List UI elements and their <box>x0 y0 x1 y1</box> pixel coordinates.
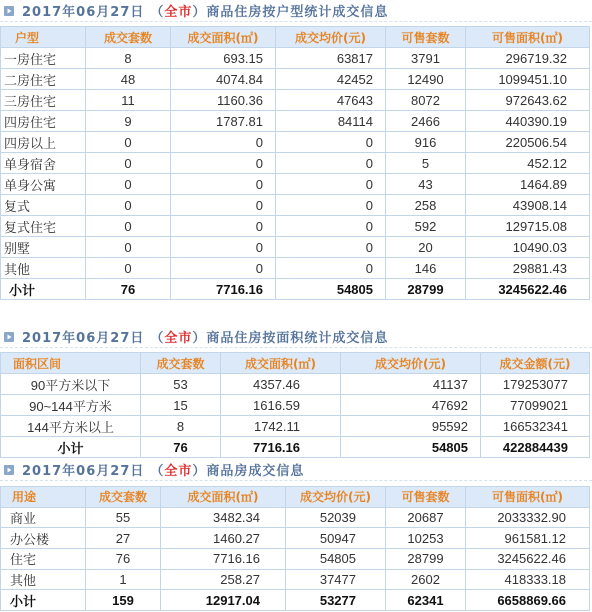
column-header: 成交均价(元) <box>341 353 481 374</box>
subtotal-cell: 76 <box>141 437 221 458</box>
row-label: 单身公寓 <box>1 174 86 195</box>
column-header: 可售面积(㎡) <box>466 487 590 508</box>
table-cell: 95592 <box>341 416 481 437</box>
title-bullet-icon <box>4 332 14 342</box>
area-range-section <box>0 326 592 458</box>
table-cell: 452.12 <box>466 153 590 174</box>
column-header: 可售套数 <box>386 27 466 48</box>
table-cell: 1787.81 <box>171 111 276 132</box>
report-date: 2017年06月27日 <box>22 331 145 346</box>
column-header: 可售面积(㎡) <box>466 27 590 48</box>
column-header: 可售套数 <box>386 487 466 508</box>
subtotal-cell: 28799 <box>386 279 466 300</box>
table-cell: 47643 <box>276 90 386 111</box>
subtotal-label: 小计 <box>1 590 86 611</box>
section-title <box>0 0 592 22</box>
column-header: 面积区间 <box>1 353 141 374</box>
table-cell: 43 <box>386 174 466 195</box>
table-cell: 592 <box>386 216 466 237</box>
title-subject: 商品房成交信息 <box>206 464 305 479</box>
table-cell: 0 <box>276 195 386 216</box>
title-bullet-icon <box>4 6 14 16</box>
subtotal-cell: 6658869.66 <box>466 590 590 611</box>
section-title <box>0 459 592 481</box>
table-cell: 0 <box>171 216 276 237</box>
table-cell: 1742.11 <box>221 416 341 437</box>
table-cell: 10253 <box>386 528 466 549</box>
subtotal-cell: 76 <box>86 279 171 300</box>
column-header: 成交均价(元) <box>276 27 386 48</box>
row-label: 别墅 <box>1 237 86 258</box>
table-cell: 8 <box>141 416 221 437</box>
table-cell: 77099021 <box>481 395 590 416</box>
table-cell: 50947 <box>286 528 386 549</box>
table-cell: 76 <box>86 549 161 570</box>
table-cell: 47692 <box>341 395 481 416</box>
table-cell: 3482.34 <box>161 508 286 529</box>
table-cell: 7716.16 <box>161 549 286 570</box>
table-cell: 972643.62 <box>466 90 590 111</box>
table-cell: 0 <box>171 132 276 153</box>
table-cell: 146 <box>386 258 466 279</box>
title-bullet-icon <box>4 465 14 475</box>
row-label: 二房住宅 <box>1 69 86 90</box>
table-cell: 55 <box>86 508 161 529</box>
table-cell: 0 <box>276 132 386 153</box>
table-cell: 296719.32 <box>466 48 590 69</box>
row-label: 商业 <box>1 508 86 529</box>
row-label: 复式 <box>1 195 86 216</box>
row-label: 其他 <box>1 570 86 591</box>
row-label: 办公楼 <box>1 528 86 549</box>
table-cell: 1460.27 <box>161 528 286 549</box>
column-header: 成交套数 <box>86 487 161 508</box>
table-cell: 440390.19 <box>466 111 590 132</box>
row-label: 四房住宅 <box>1 111 86 132</box>
table-cell: 0 <box>86 153 171 174</box>
table-cell: 1 <box>86 570 161 591</box>
subtotal-cell: 3245622.46 <box>466 279 590 300</box>
table-cell: 42452 <box>276 69 386 90</box>
scope-close-paren: ） <box>192 331 207 346</box>
table-cell: 63817 <box>276 48 386 69</box>
table-cell: 2602 <box>386 570 466 591</box>
subtotal-label: 小计 <box>1 279 86 300</box>
section-title <box>0 326 592 348</box>
table-cell: 179253077 <box>481 374 590 395</box>
scope-label: 全市 <box>164 331 193 346</box>
subtotal-cell: 53277 <box>286 590 386 611</box>
column-header: 成交金额(元) <box>481 353 590 374</box>
table-cell: 4357.46 <box>221 374 341 395</box>
row-label: 四房以上 <box>1 132 86 153</box>
table-cell: 0 <box>276 216 386 237</box>
table-cell: 3245622.46 <box>466 549 590 570</box>
table-cell: 2033332.90 <box>466 508 590 529</box>
table-cell: 28799 <box>386 549 466 570</box>
table-cell: 0 <box>171 153 276 174</box>
subtotal-cell: 7716.16 <box>221 437 341 458</box>
table-cell: 1099451.10 <box>466 69 590 90</box>
subtotal-cell: 159 <box>86 590 161 611</box>
table-cell: 0 <box>171 237 276 258</box>
table-cell: 220506.54 <box>466 132 590 153</box>
table-cell: 0 <box>276 174 386 195</box>
table-cell: 4074.84 <box>171 69 276 90</box>
scope-open-paren: （ <box>150 464 165 479</box>
table-cell: 8 <box>86 48 171 69</box>
table-cell: 84114 <box>276 111 386 132</box>
table-cell: 0 <box>86 216 171 237</box>
column-header: 成交面积(㎡) <box>221 353 341 374</box>
table-cell: 8072 <box>386 90 466 111</box>
table-cell: 418333.18 <box>466 570 590 591</box>
report-date: 2017年06月27日 <box>22 5 145 20</box>
table-cell: 11 <box>86 90 171 111</box>
row-label: 144平方米以上 <box>1 416 141 437</box>
column-header: 成交均价(元) <box>286 487 386 508</box>
table-cell: 0 <box>86 258 171 279</box>
row-label: 90平方米以下 <box>1 374 141 395</box>
table-cell: 693.15 <box>171 48 276 69</box>
column-header: 成交套数 <box>86 27 171 48</box>
table-cell: 0 <box>171 258 276 279</box>
table-cell: 0 <box>276 153 386 174</box>
table-cell: 0 <box>276 258 386 279</box>
table-cell: 5 <box>386 153 466 174</box>
report-date: 2017年06月27日 <box>22 464 145 479</box>
table-cell: 129715.08 <box>466 216 590 237</box>
table-cell: 20687 <box>386 508 466 529</box>
table-cell: 2466 <box>386 111 466 132</box>
subtotal-cell: 62341 <box>386 590 466 611</box>
table-cell: 10490.03 <box>466 237 590 258</box>
table-cell: 43908.14 <box>466 195 590 216</box>
property-use-section <box>0 459 592 611</box>
table-cell: 37477 <box>286 570 386 591</box>
column-header: 成交套数 <box>141 353 221 374</box>
table-cell: 53 <box>141 374 221 395</box>
scope-close-paren: ） <box>192 464 207 479</box>
subtotal-cell: 12917.04 <box>161 590 286 611</box>
scope-close-paren: ） <box>192 5 207 20</box>
row-label: 90~144平方米 <box>1 395 141 416</box>
table-cell: 41137 <box>341 374 481 395</box>
title-subject: 商品住房按户型统计成交信息 <box>206 5 389 20</box>
scope-open-paren: （ <box>150 331 165 346</box>
table-cell: 20 <box>386 237 466 258</box>
table-cell: 0 <box>86 174 171 195</box>
row-label: 三房住宅 <box>1 90 86 111</box>
row-label: 其他 <box>1 258 86 279</box>
scope-open-paren: （ <box>150 5 165 20</box>
table-cell: 52039 <box>286 508 386 529</box>
table-cell: 48 <box>86 69 171 90</box>
table-cell: 54805 <box>286 549 386 570</box>
row-label: 住宅 <box>1 549 86 570</box>
table-cell: 258.27 <box>161 570 286 591</box>
unit-type-table <box>0 26 590 300</box>
table-cell: 0 <box>171 174 276 195</box>
scope-label: 全市 <box>164 464 193 479</box>
table-cell: 0 <box>276 237 386 258</box>
subtotal-cell: 422884439 <box>481 437 590 458</box>
table-cell: 27 <box>86 528 161 549</box>
table-cell: 916 <box>386 132 466 153</box>
column-header: 成交面积(㎡) <box>161 487 286 508</box>
table-cell: 0 <box>171 195 276 216</box>
subtotal-cell: 54805 <box>276 279 386 300</box>
row-label: 单身宿舍 <box>1 153 86 174</box>
table-cell: 166532341 <box>481 416 590 437</box>
scope-label: 全市 <box>164 5 193 20</box>
row-label: 复式住宅 <box>1 216 86 237</box>
column-header: 用途 <box>1 487 86 508</box>
table-cell: 1160.36 <box>171 90 276 111</box>
table-cell: 15 <box>141 395 221 416</box>
area-range-table <box>0 352 590 458</box>
property-use-table <box>0 486 590 611</box>
table-cell: 9 <box>86 111 171 132</box>
table-cell: 258 <box>386 195 466 216</box>
column-header: 成交面积(㎡) <box>171 27 276 48</box>
table-cell: 961581.12 <box>466 528 590 549</box>
subtotal-cell: 54805 <box>341 437 481 458</box>
subtotal-cell: 7716.16 <box>171 279 276 300</box>
table-cell: 1464.89 <box>466 174 590 195</box>
column-header: 户型 <box>1 27 86 48</box>
row-label: 一房住宅 <box>1 48 86 69</box>
table-cell: 0 <box>86 195 171 216</box>
table-cell: 0 <box>86 237 171 258</box>
table-cell: 29881.43 <box>466 258 590 279</box>
subtotal-label: 小计 <box>1 437 141 458</box>
table-cell: 1616.59 <box>221 395 341 416</box>
table-cell: 3791 <box>386 48 466 69</box>
table-cell: 12490 <box>386 69 466 90</box>
table-cell: 0 <box>86 132 171 153</box>
unit-type-section <box>0 0 592 300</box>
title-subject: 商品住房按面积统计成交信息 <box>206 331 389 346</box>
